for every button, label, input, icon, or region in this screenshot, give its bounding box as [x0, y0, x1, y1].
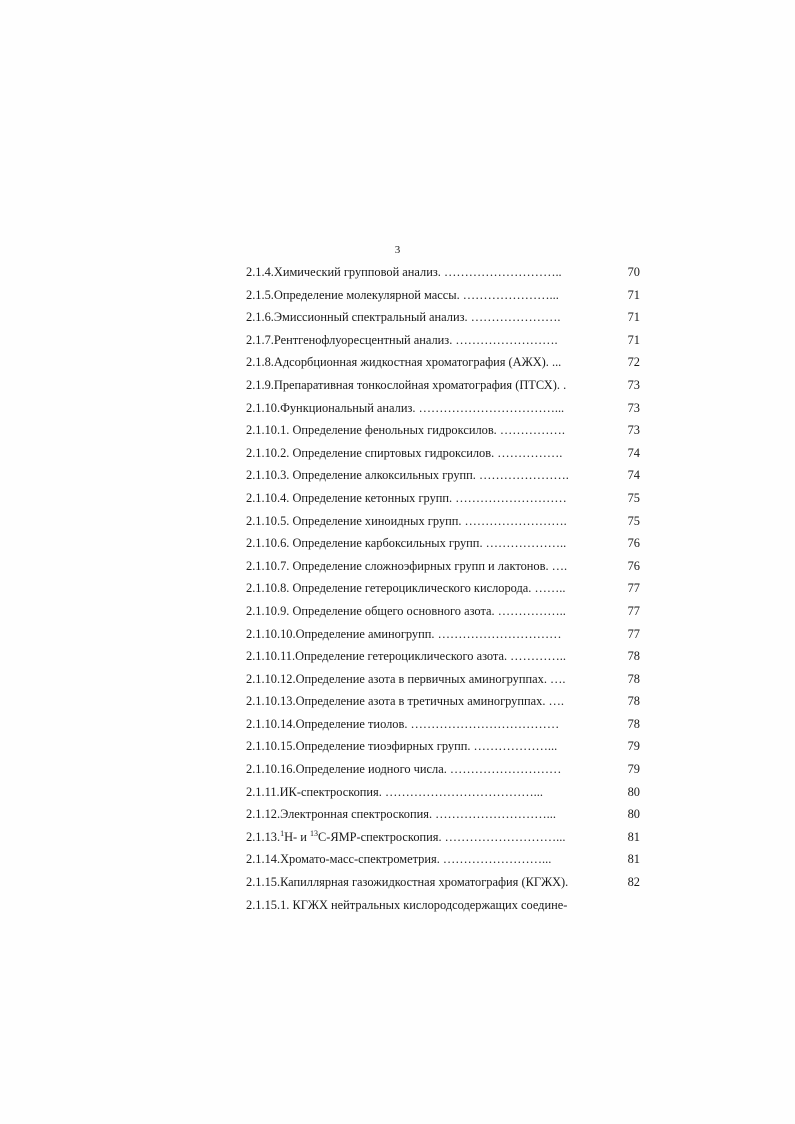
toc-entry-title: 2.1.6.Эмиссионный спектральный анализ. …………………. [246, 310, 561, 325]
superscript-mass-number: 13 [309, 828, 318, 838]
toc-entry-title [246, 826, 565, 849]
toc-entry-title: 2.1.7.Рентгенофлуоресцентный анализ. ……………………. [246, 332, 558, 347]
toc-entry [246, 555, 640, 578]
toc-entry-title: 2.1.14.Хромато-масс-спектрометрия. ……………………... [246, 852, 552, 867]
toc-entry-title: 2.1.10.3. Определение алкоксильных групп. …………………. [246, 468, 569, 483]
toc-entry-page: 71 [627, 287, 640, 302]
toc-entry [246, 803, 640, 826]
toc-entry-title: 2.1.5.Определение молекулярной массы. …………………... [246, 287, 559, 302]
toc-entry-page: 78 [627, 671, 640, 686]
toc-entry-page: 81 [627, 852, 640, 867]
toc-entry [246, 848, 640, 871]
toc-entry-title-middle: Н- и [284, 829, 310, 844]
toc-entry [246, 442, 640, 465]
toc-entry-title: 2.1.12.Электронная спектроскопия. ………………………... [246, 807, 556, 822]
toc-entry-page: 72 [627, 355, 640, 370]
toc-entry-page: 70 [627, 265, 640, 279]
toc-entry-title: 2.1.10.Функциональный анализ. ……………………………... [246, 400, 565, 415]
toc-entry-title: 2.1.10.9. Определение общего основного азота. …………….. [246, 603, 566, 618]
toc-entry-page: 79 [627, 762, 640, 777]
toc-entry-page: 81 [627, 829, 640, 844]
toc-entry-page: 78 [627, 649, 640, 664]
toc-entry-page: 74 [627, 445, 640, 460]
toc-entry-page: 80 [627, 807, 640, 822]
table-of-contents [246, 261, 640, 916]
toc-entry-page: 76 [627, 558, 640, 573]
toc-entry-page: 74 [627, 468, 640, 483]
toc-entry-page: 71 [627, 332, 640, 347]
toc-entry [246, 464, 640, 487]
toc-entry [246, 645, 640, 668]
toc-entry [246, 306, 640, 329]
toc-entry-page: 73 [627, 423, 640, 438]
superscript-mass-number: 1 [280, 828, 285, 838]
toc-entry [246, 577, 640, 600]
toc-entry [246, 781, 640, 804]
toc-entry-page: 78 [627, 716, 640, 731]
toc-entry-page: 77 [627, 626, 640, 641]
toc-entry [246, 329, 640, 352]
toc-entry [246, 713, 640, 736]
toc-entry-page: 78 [627, 694, 640, 709]
toc-entry-title: 2.1.15.1. КГЖХ нейтральных кислородсодержащих соедине- [246, 897, 568, 912]
toc-entry-title: 2.1.10.2. Определение спиртовых гидроксилов. ……………. [246, 445, 563, 460]
toc-entry-page: 82 [627, 875, 640, 890]
toc-entry [246, 510, 640, 533]
toc-entry-page: 73 [627, 400, 640, 415]
toc-entry-page: 76 [627, 536, 640, 551]
toc-entry-title: 2.1.10.13.Определение азота в третичных аминогруппах. …. [246, 694, 565, 709]
toc-entry-title: 2.1.10.1. Определение фенольных гидроксилов. ……………. [246, 423, 565, 438]
toc-entry-title: 2.1.10.15.Определение тиоэфирных групп. ………………... [246, 739, 558, 754]
toc-entry [246, 397, 640, 420]
toc-entry [246, 600, 640, 623]
toc-entry [246, 826, 640, 849]
toc-entry-page: 73 [627, 377, 640, 392]
toc-entry [246, 894, 636, 917]
toc-entry-title: 2.1.10.12.Определение азота в первичных аминогруппах. …. [246, 671, 566, 686]
toc-entry [246, 690, 640, 713]
toc-entry [246, 871, 640, 894]
toc-entry-title: 2.1.10.16.Определение иодного числа. ……………………… [246, 762, 562, 777]
toc-entry-title-prefix: 2.1.13. [246, 829, 281, 844]
toc-entry-page: 77 [627, 581, 640, 596]
toc-entry [246, 261, 640, 284]
toc-entry-page: 80 [627, 784, 640, 799]
toc-entry [246, 419, 640, 442]
toc-entry [246, 623, 640, 646]
toc-entry [246, 487, 640, 510]
toc-entry [246, 351, 640, 374]
toc-entry-title: 2.1.10.8. Определение гетероциклического кислорода. …….. [246, 581, 566, 596]
toc-entry-title: 2.1.11.ИК-спектроскопия. ………………………………... [246, 784, 543, 799]
toc-entry-page: 71 [627, 310, 640, 325]
toc-entry-title: 2.1.10.4. Определение кетонных групп. ……………………… [246, 490, 567, 505]
toc-entry-title: 2.1.10.14.Определение тиолов. ……………………………… [246, 716, 560, 731]
toc-entry-page: 75 [627, 513, 640, 528]
toc-entry-title: 2.1.15.Капиллярная газожидкостная хроматография (КГЖХ). [246, 875, 569, 890]
toc-entry-title: 2.1.10.6. Определение карбоксильных групп. ……………….. [246, 536, 567, 551]
toc-entry-title: 2.1.10.5. Определение хиноидных групп. ……………………. [246, 513, 567, 528]
toc-entry [246, 532, 640, 555]
toc-entry-title: 2.1.4.Химический групповой анализ. ……………………….. [246, 265, 562, 279]
toc-entry-title: 2.1.10.11.Определение гетероциклического азота. ………….. [246, 649, 566, 664]
toc-entry-page: 79 [627, 739, 640, 754]
toc-entry [246, 668, 640, 691]
page-number: 3 [394, 244, 401, 256]
toc-entry-title: 2.1.9.Препаративная тонкослойная хроматография (ПТСХ). . [246, 377, 567, 392]
toc-entry [246, 374, 640, 397]
toc-entry-page: 75 [627, 490, 640, 505]
toc-entry-title: 2.1.8.Адсорбционная жидкостная хроматография (АЖХ). ... [246, 355, 562, 370]
toc-entry [246, 735, 640, 758]
toc-entry-title-suffix: С-ЯМР-спектроскопия. ………………………... [317, 829, 566, 844]
toc-entry-title: 2.1.10.7. Определение сложноэфирных групп и лактонов. …. [246, 558, 568, 573]
toc-entry [246, 284, 640, 307]
toc-entry-title: 2.1.10.10.Определение аминогрупп. ………………………… [246, 626, 562, 641]
toc-entry [246, 758, 640, 781]
toc-entry-page: 77 [627, 603, 640, 618]
